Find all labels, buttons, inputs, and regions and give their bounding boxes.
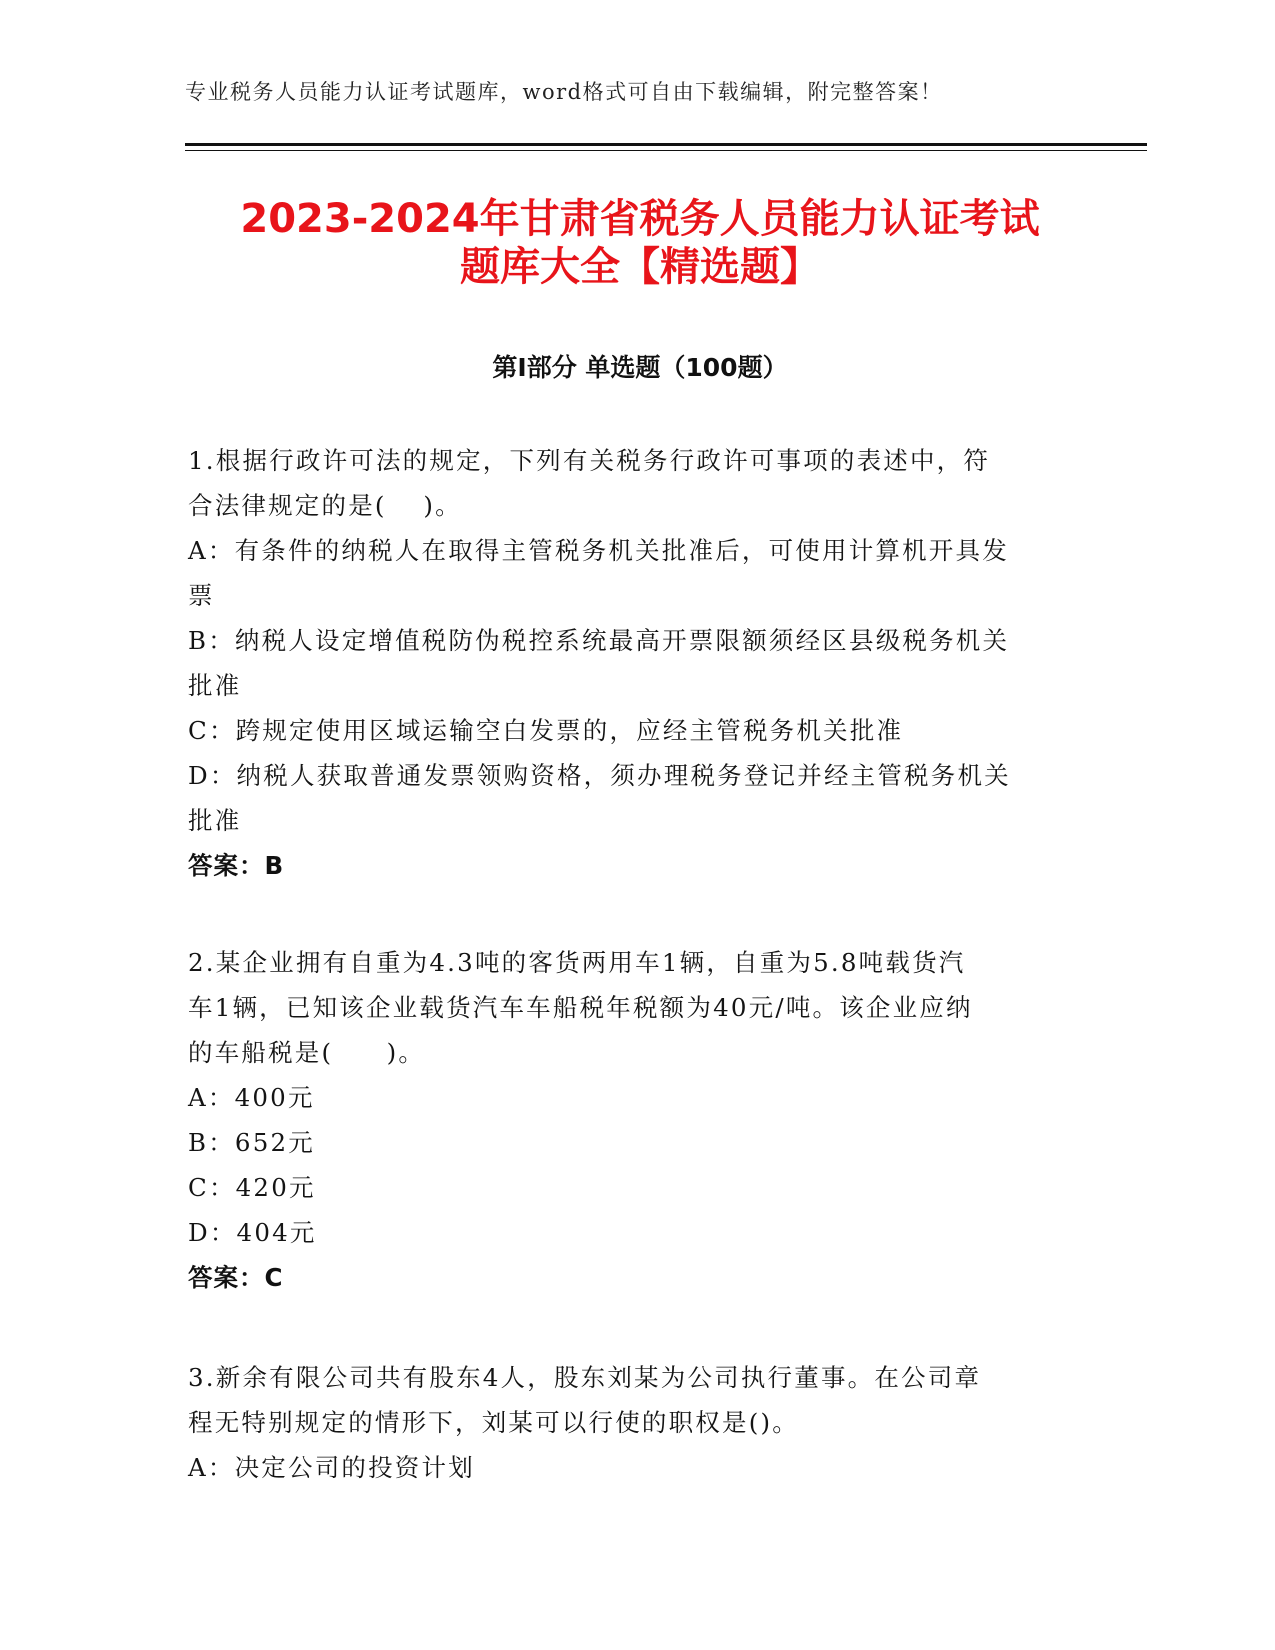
question-1	[188, 438, 1068, 888]
document-title-line-2: 题库大全【精选题】	[460, 244, 820, 290]
section-heading: 第Ⅰ部分 单选题（100题）	[492, 353, 788, 382]
option-c: C：420元	[188, 1173, 316, 1202]
document-title-line-1: 2023-2024年甘肃省税务人员能力认证考试	[240, 196, 1040, 242]
header-divider-thin	[185, 150, 1147, 151]
question-stem-line: 车1辆，已知该企业载货汽车车船税年税额为40元/吨。该企业应纳	[188, 993, 973, 1022]
question-stem-line: 的车船税是( )。	[188, 1038, 426, 1067]
question-stem-line: 1.根据行政许可法的规定，下列有关税务行政许可事项的表述中，符	[188, 446, 991, 475]
question-3	[188, 1355, 1068, 1490]
document-title	[185, 195, 1095, 291]
option-a: A：有条件的纳税人在取得主管税务机关批准后，可使用计算机开具发	[188, 536, 1009, 565]
option-b-continued: 批准	[188, 671, 242, 700]
answer-label: 答案：C	[188, 1263, 284, 1292]
question-stem-line: 程无特别规定的情形下，刘某可以行使的职权是()。	[188, 1408, 799, 1437]
option-a: A：决定公司的投资计划	[188, 1453, 475, 1482]
header-divider-thick	[185, 143, 1147, 146]
page-header-note: 专业税务人员能力认证考试题库，word格式可自由下载编辑，附完整答案！	[185, 80, 943, 104]
question-stem-line: 3.新余有限公司共有股东4人，股东刘某为公司执行董事。在公司章	[188, 1363, 982, 1392]
option-a: A：400元	[188, 1083, 315, 1112]
option-a-continued: 票	[188, 581, 215, 610]
option-c: C：跨规定使用区域运输空白发票的，应经主管税务机关批准	[188, 716, 904, 745]
option-b: B：纳税人设定增值税防伪税控系统最高开票限额须经区县级税务机关	[188, 626, 1010, 655]
answer-label: 答案：B	[188, 851, 285, 880]
question-stem-line: 2.某企业拥有自重为4.3吨的客货两用车1辆，自重为5.8吨载货汽	[188, 948, 966, 977]
question-2	[188, 940, 1068, 1300]
option-d: D：404元	[188, 1218, 317, 1247]
option-b: B：652元	[188, 1128, 315, 1157]
question-stem-line: 合法律规定的是( )。	[188, 491, 462, 520]
option-d-continued: 批准	[188, 806, 242, 835]
option-d: D：纳税人获取普通发票领购资格，须办理税务登记并经主管税务机关	[188, 761, 1011, 790]
